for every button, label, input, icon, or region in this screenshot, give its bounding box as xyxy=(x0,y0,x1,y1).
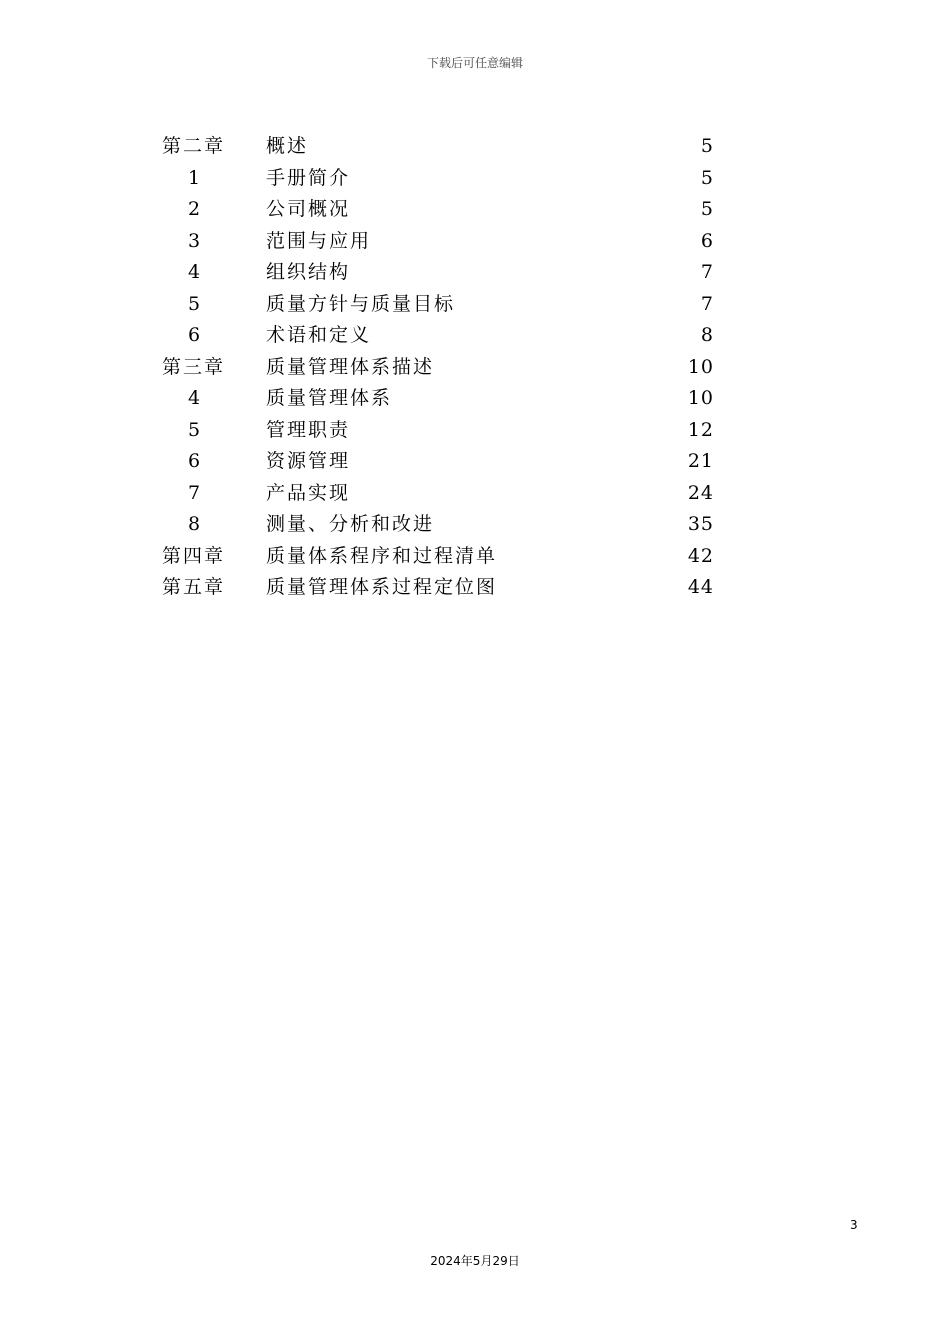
toc-number: 8 xyxy=(187,513,201,535)
toc-number: 4 xyxy=(187,387,201,409)
toc-title: 范围与应用 xyxy=(266,229,372,252)
page-footer-date: 2024年5月29日 xyxy=(430,1254,520,1268)
toc-title: 质量管理体系描述 xyxy=(266,355,435,378)
toc-number: 6 xyxy=(187,324,201,346)
toc-row[interactable] xyxy=(0,289,950,321)
toc-number: 5 xyxy=(187,418,201,441)
toc-row[interactable] xyxy=(0,383,950,415)
toc-title: 质量管理体系 xyxy=(266,387,393,409)
toc-number: 4 xyxy=(187,261,201,283)
toc-page: 35 xyxy=(687,513,714,535)
toc-page: 7 xyxy=(700,261,714,283)
toc-page: 10 xyxy=(687,355,714,378)
toc-row[interactable] xyxy=(0,163,950,195)
toc-title: 质量管理体系过程定位图 xyxy=(266,576,498,598)
toc-page: 5 xyxy=(700,166,714,189)
toc-page: 24 xyxy=(687,481,714,504)
toc-row[interactable] xyxy=(0,257,950,289)
toc-number: 1 xyxy=(187,166,201,189)
toc-number: 第五章 xyxy=(162,576,226,598)
toc-row[interactable] xyxy=(0,226,950,258)
table-of-contents xyxy=(0,131,950,604)
toc-row[interactable] xyxy=(0,320,950,352)
toc-title: 产品实现 xyxy=(266,481,351,504)
toc-page: 44 xyxy=(687,576,714,598)
toc-row[interactable] xyxy=(0,478,950,510)
toc-page: 42 xyxy=(687,544,714,567)
toc-row[interactable] xyxy=(0,541,950,573)
toc-number: 6 xyxy=(187,450,201,472)
toc-title: 质量体系程序和过程清单 xyxy=(266,544,498,567)
toc-row[interactable] xyxy=(0,194,950,226)
toc-title: 公司概况 xyxy=(266,198,351,220)
toc-page: 6 xyxy=(700,229,714,252)
toc-title: 手册简介 xyxy=(266,166,351,189)
toc-title: 资源管理 xyxy=(266,450,351,472)
toc-page: 8 xyxy=(700,324,714,346)
toc-number: 7 xyxy=(187,481,201,504)
toc-number: 第三章 xyxy=(162,355,226,378)
page-number: 3 xyxy=(850,1218,858,1232)
toc-row[interactable] xyxy=(0,446,950,478)
toc-title: 测量、分析和改进 xyxy=(266,513,435,535)
toc-number: 3 xyxy=(187,229,201,252)
toc-page: 10 xyxy=(687,387,714,409)
page-header: 下载后可任意编辑 xyxy=(426,56,523,70)
toc-row[interactable] xyxy=(0,352,950,384)
toc-row[interactable] xyxy=(0,509,950,541)
toc-page: 5 xyxy=(700,198,714,220)
toc-number: 第二章 xyxy=(162,135,226,157)
toc-row[interactable] xyxy=(0,131,950,163)
toc-title: 术语和定义 xyxy=(266,324,372,346)
toc-page: 12 xyxy=(687,418,714,441)
toc-number: 第四章 xyxy=(162,544,226,567)
toc-title: 组织结构 xyxy=(266,261,351,283)
toc-page: 5 xyxy=(700,135,714,157)
toc-row[interactable] xyxy=(0,572,950,604)
toc-page: 21 xyxy=(687,450,714,472)
toc-number: 5 xyxy=(187,292,201,315)
toc-title: 管理职责 xyxy=(266,418,351,441)
toc-page: 7 xyxy=(700,292,714,315)
toc-number: 2 xyxy=(187,198,201,220)
toc-title: 概述 xyxy=(266,135,309,157)
toc-row[interactable] xyxy=(0,415,950,447)
toc-title: 质量方针与质量目标 xyxy=(266,292,456,315)
